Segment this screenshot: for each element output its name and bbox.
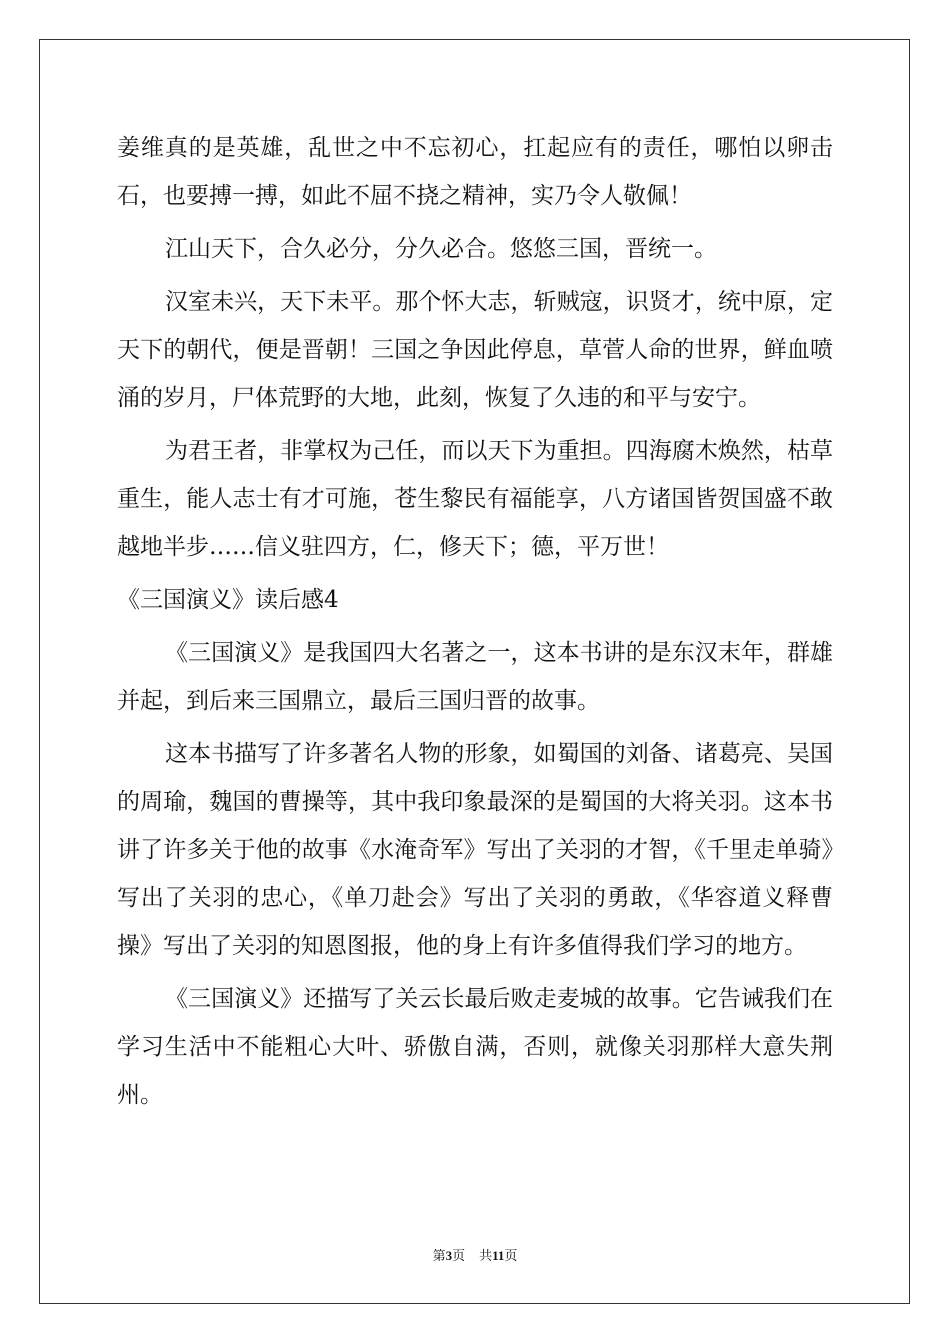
paragraph: 《三国演义》还描写了关云长最后败走麦城的故事。它告诫我们在学习生活中不能粗心大叶、骄傲自满，否则，就像关羽那样大意失荆州。 (117, 986, 833, 1108)
total-suffix: 页 (504, 1249, 518, 1264)
document-body (117, 124, 833, 1124)
paragraph: 江山天下，合久必分，分久必合。悠悠三国，晋统一。 (165, 236, 717, 262)
paragraph: 为君王者，非掌权为己任，而以天下为重担。四海腐木焕然，枯草重生，能人志士有才可施，苍生黎民有福能享，八方诸国皆贺国盛不敢越地半步……信义驻四方，仁，修天下；德，平万世！ (117, 438, 833, 560)
section-heading: 《三国演义》读后感4 (117, 587, 339, 613)
paragraph-continuation: 姜维真的是英雄，乱世之中不忘初心，扛起应有的责任，哪怕以卵击石，也要搏一搏，如此不屈不挠之精神，实乃令人敬佩！ (117, 135, 833, 209)
page-footer (0, 1245, 950, 1264)
paragraph: 汉室未兴，天下未平。那个怀大志，斩贼寇，识贤才，统中原，定天下的朝代，便是晋朝！三国之争因此停息，草菅人命的世界，鲜血喷涌的岁月，尸体荒野的大地，此刻，恢复了久违的和平与安宁。 (117, 289, 833, 411)
page-suffix: 页 (452, 1249, 466, 1264)
paragraph: 这本书描写了许多著名人物的形象，如蜀国的刘备、诸葛亮、吴国的周瑜，魏国的曹操等，其中我印象最深的是蜀国的大将关羽。这本书讲了许多关于他的故事《水淹奇军》写出了关羽的才智，《千里走单骑》写出了关羽的忠心，《单刀赴会》写出了关羽的勇敢，《华容道义释曹操》写出了关羽的知恩图报，他的身上有许多值得我们学习的地方。 (117, 741, 833, 959)
total-prefix: 共 (479, 1249, 493, 1264)
page-prefix: 第 (432, 1249, 446, 1264)
total-pages: 11 (492, 1248, 505, 1263)
page-number: 3 (445, 1248, 453, 1263)
paragraph: 《三国演义》是我国四大名著之一，这本书讲的是东汉末年，群雄并起，到后来三国鼎立，最后三国归晋的故事。 (117, 640, 833, 714)
